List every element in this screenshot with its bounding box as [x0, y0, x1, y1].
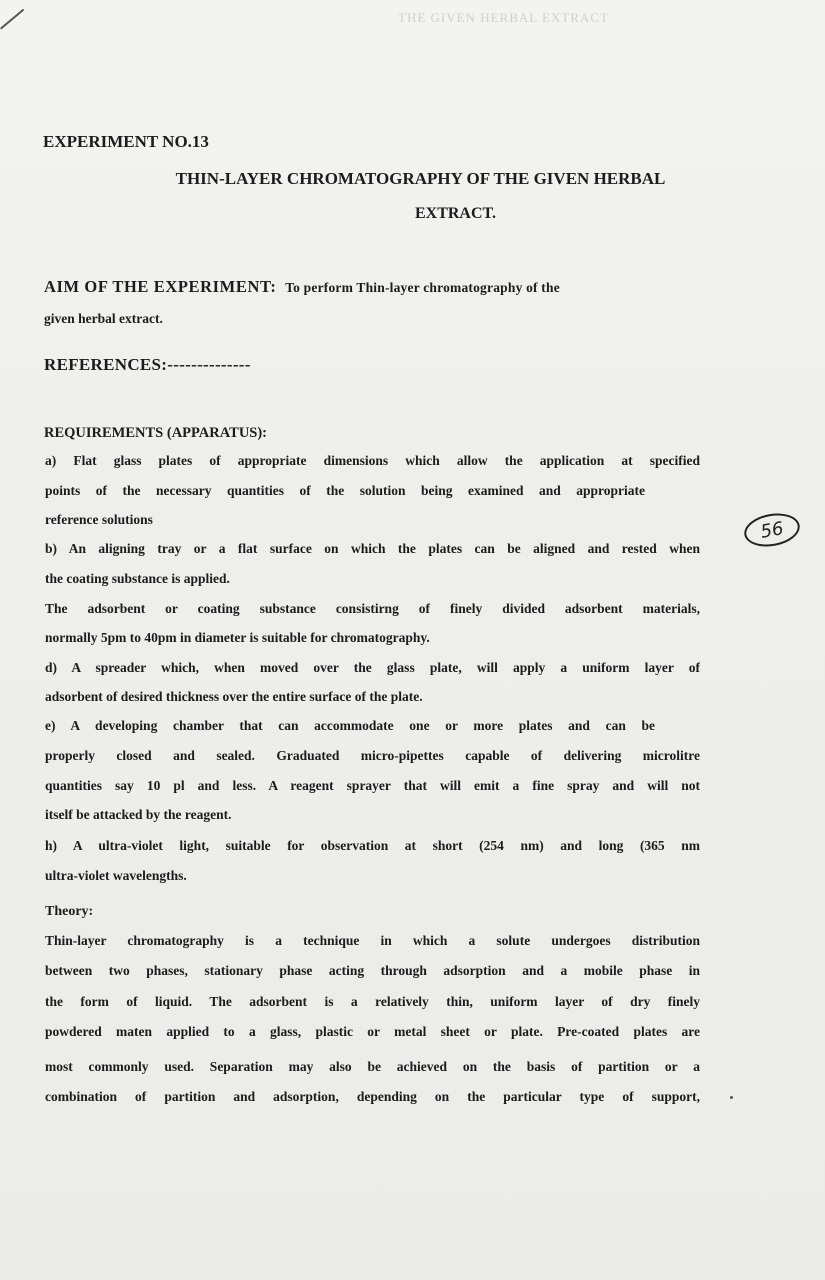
- requirements-line: properly closed and sealed. Graduated micro-pipettes capable of delivering microlitre: [45, 748, 700, 763]
- aim-heading: [44, 277, 560, 297]
- handwritten-page-number: 56: [742, 509, 803, 550]
- requirements-line: a) Flat glass plates of appropriate dimensions which allow the application at specified: [45, 453, 700, 468]
- aim-text-continued: given herbal extract.: [44, 311, 163, 326]
- bleed-through-text: THE GIVEN HERBAL EXTRACT: [398, 10, 609, 25]
- requirements-line: normally 5pm to 40pm in diameter is suitable for chromatography.: [45, 630, 430, 645]
- ink-dot: [730, 1096, 733, 1099]
- theory-line: combination of partition and adsorption, depending on the particular type of support,: [45, 1089, 700, 1104]
- requirements-line: adsorbent of desired thickness over the entire surface of the plate.: [45, 689, 423, 704]
- requirements-line: e) A developing chamber that can accommodate one or more plates and can be: [45, 718, 655, 733]
- requirements-line: itself be attacked by the reagent.: [45, 807, 232, 822]
- requirements-line: the coating substance is applied.: [45, 571, 230, 586]
- theory-line: the form of liquid. The adsorbent is a relatively thin, uniform layer of dry finely: [45, 994, 700, 1009]
- requirements-line: d) A spreader which, when moved over the glass plate, will apply a uniform layer of: [45, 660, 700, 675]
- references-heading: REFERENCES:--------------: [44, 355, 251, 374]
- requirements-line: ultra-violet wavelengths.: [45, 868, 187, 883]
- theory-line: between two phases, stationary phase acting through adsorption and a mobile phase in: [45, 963, 700, 978]
- aim-text: To perform Thin-layer chromatography of the: [285, 280, 560, 295]
- theory-line: powdered maten applied to a glass, plastic or metal sheet or plate. Pre-coated plates are: [45, 1024, 700, 1039]
- theory-line: Thin-layer chromatography is a technique in which a solute undergoes distribution: [45, 933, 700, 948]
- requirements-line: reference solutions: [45, 512, 153, 527]
- requirements-line: b) An aligning tray or a flat surface on which the plates can be aligned and rested when: [45, 541, 700, 556]
- requirements-line: quantities say 10 pl and less. A reagent sprayer that will emit a fine spray and will not: [45, 778, 700, 793]
- corner-mark: [0, 9, 24, 30]
- requirements-line: The adsorbent or coating substance consistirng of finely divided adsorbent materials,: [45, 601, 700, 616]
- experiment-number: EXPERIMENT NO.13: [43, 132, 209, 151]
- theory-line: most commonly used. Separation may also be achieved on the basis of partition or a: [45, 1059, 700, 1074]
- aim-label: AIM OF THE EXPERIMENT:: [44, 277, 277, 296]
- title-line-1: THIN-LAYER CHROMATOGRAPHY OF THE GIVEN HERBAL: [175, 169, 666, 188]
- theory-heading: Theory:: [45, 904, 94, 919]
- requirements-line: h) A ultra-violet light, suitable for observation at short (254 nm) and long (365 nm: [45, 838, 700, 853]
- requirements-line: points of the necessary quantities of the solution being examined and appropriate: [45, 483, 645, 498]
- title-line-2: EXTRACT.: [414, 205, 497, 222]
- requirements-heading: REQUIREMENTS (APPARATUS):: [44, 425, 268, 441]
